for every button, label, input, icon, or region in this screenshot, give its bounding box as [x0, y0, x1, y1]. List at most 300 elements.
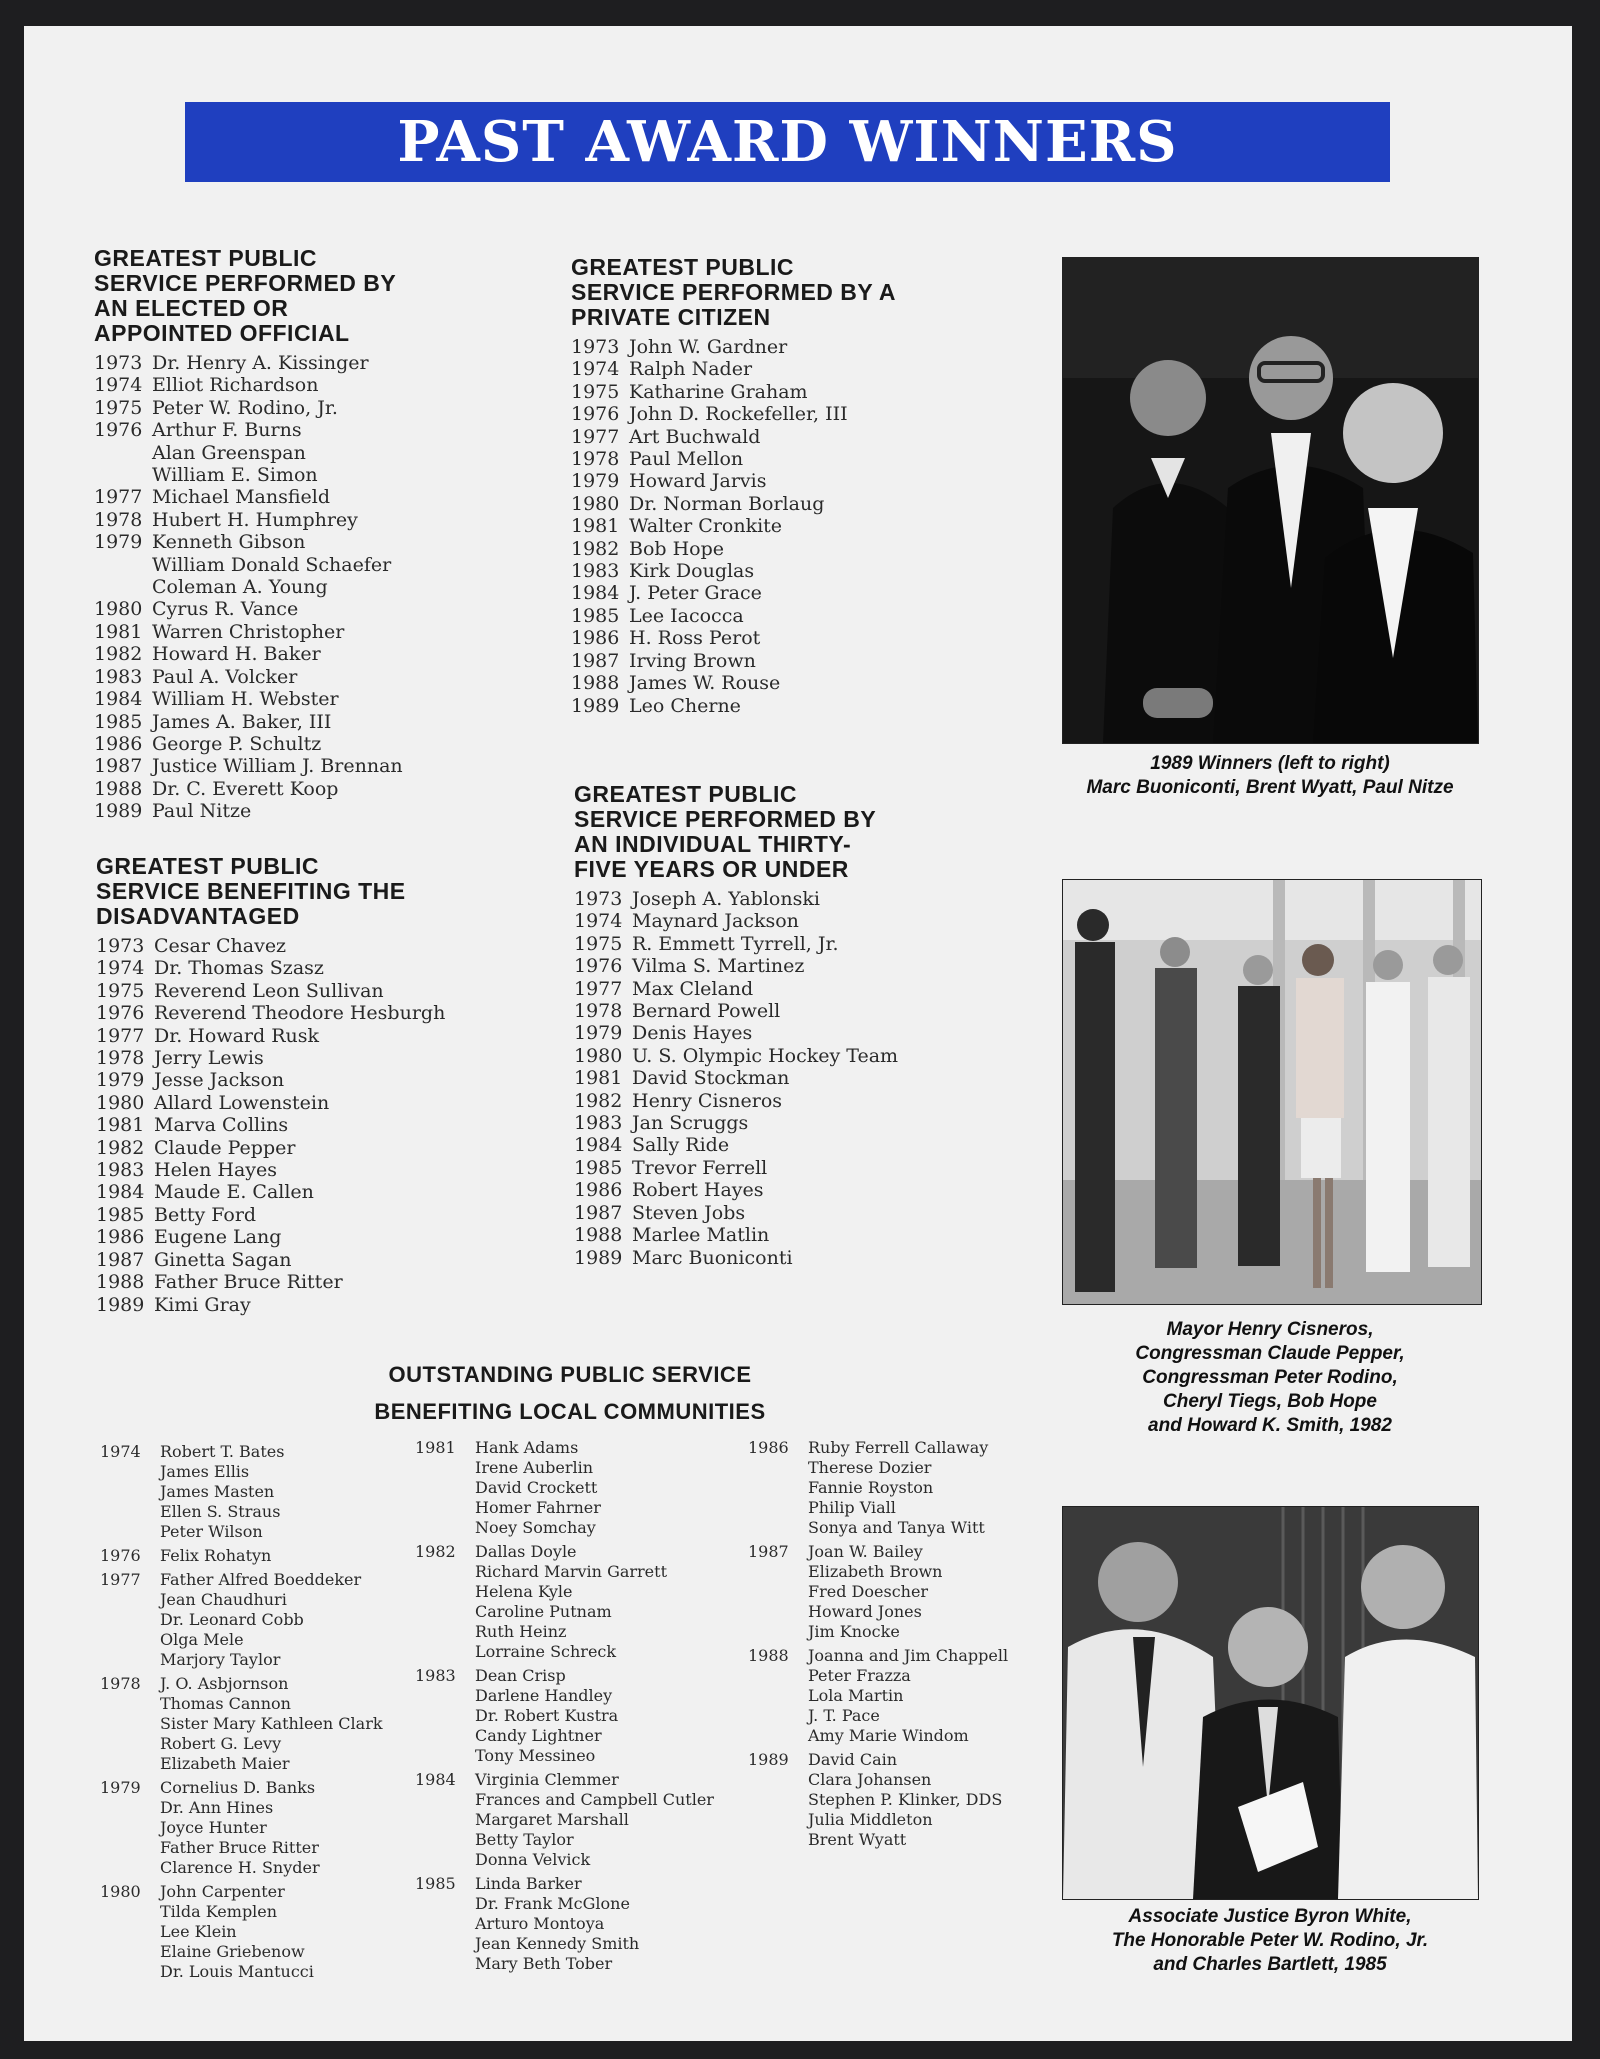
winner-year: 1975	[94, 396, 143, 419]
winner-name: Elliot Richardson	[152, 374, 319, 397]
local-winner-row	[415, 1542, 714, 1562]
winner-name: Ginetta Sagan	[154, 1248, 292, 1271]
winner-year: 1989	[94, 800, 143, 823]
winner-year: 1982	[94, 643, 143, 666]
local-winner-name: Lee Klein	[160, 1922, 237, 1941]
winner-name: Maynard Jackson	[632, 910, 799, 933]
local-winner-row	[415, 1642, 714, 1662]
local-winner-name: Dr. Leonard Cobb	[160, 1610, 304, 1629]
local-winner-row	[415, 1934, 714, 1954]
winner-row	[94, 397, 403, 419]
winner-year: 1988	[96, 1271, 145, 1294]
winner-year: 1988	[574, 1224, 623, 1247]
winner-name: J. Peter Grace	[629, 582, 762, 605]
winner-year: 1986	[574, 1179, 623, 1202]
local-winner-row	[748, 1830, 1008, 1850]
winner-year: 1987	[96, 1248, 145, 1271]
winner-name: Max Cleland	[632, 977, 754, 1000]
local-year: 1989	[748, 1750, 789, 1769]
local-year	[100, 1462, 160, 1482]
local-year	[415, 1686, 475, 1706]
local-year	[748, 1562, 808, 1582]
winner-row	[96, 1294, 445, 1316]
local-year	[415, 1498, 475, 1518]
winner-name: James A. Baker, III	[152, 710, 332, 733]
winner-year: 1989	[96, 1293, 145, 1316]
local-year	[100, 1902, 160, 1922]
local-winner-name: Donna Velvick	[475, 1850, 591, 1869]
local-winner-name: David Crockett	[475, 1478, 598, 1497]
caption-line: Congressman Claude Pepper,	[1135, 1343, 1405, 1364]
winner-row	[94, 643, 403, 665]
local-year	[100, 1922, 160, 1942]
local-winner-row	[100, 1482, 383, 1502]
winner-year: 1977	[571, 425, 620, 448]
winner-year: 1983	[94, 665, 143, 688]
local-winner-row	[100, 1570, 383, 1590]
photo-3-caption	[1040, 1905, 1500, 1977]
local-winner-row	[748, 1542, 1008, 1562]
winner-name: William H. Webster	[152, 688, 339, 711]
local-winner-name: Dr. Robert Kustra	[475, 1706, 619, 1725]
local-year	[100, 1590, 160, 1610]
local-year	[100, 1522, 160, 1542]
local-winner-row	[415, 1686, 714, 1706]
local-winner-row	[100, 1734, 383, 1754]
local-winner-row	[415, 1666, 714, 1686]
winner-row	[574, 1134, 898, 1156]
local-year	[100, 1838, 160, 1858]
winner-year	[94, 464, 152, 486]
winner-year: 1981	[96, 1114, 145, 1137]
winner-year: 1973	[574, 888, 623, 910]
winner-row	[94, 666, 403, 688]
local-winner-name: Marjory Taylor	[160, 1650, 281, 1669]
local-year: 1976	[100, 1546, 141, 1565]
local-year	[415, 1706, 475, 1726]
winner-row	[571, 627, 896, 649]
caption-line: Mayor Henry Cisneros,	[1166, 1319, 1374, 1340]
local-column-3	[748, 1438, 1008, 1854]
local-winner-row	[100, 1818, 383, 1838]
local-year	[748, 1498, 808, 1518]
local-year	[748, 1478, 808, 1498]
winner-name: Cyrus R. Vance	[152, 598, 299, 621]
winner-row	[571, 672, 896, 694]
local-winner-row	[748, 1706, 1008, 1726]
winner-name: David Stockman	[632, 1067, 790, 1090]
winner-list	[574, 888, 898, 1269]
winner-year: 1976	[94, 419, 143, 442]
local-winner-row	[100, 1902, 383, 1922]
section-disadvantaged	[96, 854, 445, 1316]
winner-name: Leo Cherne	[629, 694, 741, 717]
local-winner-name: Clarence H. Snyder	[160, 1858, 320, 1877]
winner-year	[94, 576, 152, 598]
winner-year: 1978	[571, 448, 620, 471]
local-year: 1986	[748, 1438, 789, 1457]
winner-name: Father Bruce Ritter	[154, 1271, 343, 1294]
section-private-citizen	[571, 255, 896, 717]
local-winner-row	[748, 1726, 1008, 1746]
local-winner-row	[100, 1462, 383, 1482]
local-winner-row	[415, 1478, 714, 1498]
winner-row	[96, 980, 445, 1002]
winner-row	[574, 1179, 898, 1201]
local-winner-row	[748, 1622, 1008, 1642]
local-winner-row	[748, 1686, 1008, 1706]
winner-row	[96, 1159, 445, 1181]
local-winner-name: Hank Adams	[475, 1438, 579, 1457]
local-winner-row	[748, 1810, 1008, 1830]
local-year	[100, 1482, 160, 1502]
local-year	[748, 1686, 808, 1706]
winner-row	[94, 486, 403, 508]
section-heading: GREATEST PUBLIC SERVICE PERFORMED BY A PRIVATE CITIZEN	[571, 254, 896, 330]
local-winner-row	[415, 1850, 714, 1870]
winner-name: Alan Greenspan	[152, 441, 306, 464]
winner-row	[571, 515, 896, 537]
winner-row	[94, 352, 403, 374]
local-year	[415, 1562, 475, 1582]
winner-name: William Donald Schaefer	[152, 553, 392, 576]
winner-year: 1979	[574, 1022, 623, 1045]
winner-year: 1977	[574, 977, 623, 1000]
winner-name: Maude E. Callen	[154, 1181, 314, 1204]
winner-name: Marlee Matlin	[632, 1224, 770, 1247]
title-banner	[185, 102, 1390, 182]
local-winner-name: Brent Wyatt	[808, 1830, 907, 1849]
winner-row	[571, 695, 896, 717]
photo-1982-group-image	[1063, 880, 1481, 1304]
winner-name: Dr. Howard Rusk	[154, 1024, 319, 1047]
winner-name: Arthur F. Burns	[152, 419, 302, 442]
local-winner-row	[748, 1770, 1008, 1790]
local-winner-row	[415, 1770, 714, 1790]
local-year	[415, 1934, 475, 1954]
local-winner-name: Noey Somchay	[475, 1518, 596, 1537]
local-winner-name: Betty Taylor	[475, 1830, 574, 1849]
local-winner-row	[100, 1798, 383, 1818]
winner-row	[574, 1247, 898, 1269]
section-heading: GREATEST PUBLIC SERVICE BENEFITING THE DISADVANTAGED	[96, 853, 406, 929]
winner-name: Steven Jobs	[632, 1201, 746, 1224]
winner-name: Allard Lowenstein	[154, 1091, 330, 1114]
winner-year: 1983	[571, 560, 620, 583]
local-year	[415, 1642, 475, 1662]
local-winner-name: J. T. Pace	[808, 1706, 880, 1725]
winner-year: 1979	[94, 531, 143, 554]
winner-year: 1989	[574, 1246, 623, 1269]
winner-name: Kirk Douglas	[629, 560, 755, 583]
local-winner-name: Joyce Hunter	[160, 1818, 267, 1837]
local-winner-name: Joanna and Jim Chappell	[808, 1646, 1009, 1665]
local-year: 1979	[100, 1778, 141, 1797]
winner-name: Reverend Theodore Hesburgh	[154, 1002, 446, 1025]
winner-row	[96, 1069, 445, 1091]
local-year	[415, 1790, 475, 1810]
winner-year: 1984	[94, 688, 143, 711]
winner-name: Ralph Nader	[629, 358, 753, 381]
local-winner-row	[100, 1962, 383, 1982]
winner-name: Lee Iacocca	[629, 604, 744, 627]
group-spacer	[100, 1982, 383, 1986]
local-winner-name: Richard Marvin Garrett	[475, 1562, 668, 1581]
local-winner-row	[748, 1602, 1008, 1622]
local-winner-row	[100, 1858, 383, 1878]
winner-row	[94, 733, 403, 755]
winner-year: 1973	[96, 935, 145, 957]
winner-year: 1988	[571, 672, 620, 695]
local-year	[100, 1694, 160, 1714]
winner-year: 1986	[571, 627, 620, 650]
local-winner-name: Philip Viall	[808, 1498, 896, 1517]
local-winner-row	[100, 1694, 383, 1714]
local-winner-name: Howard Jones	[808, 1602, 922, 1621]
winner-year: 1980	[96, 1091, 145, 1114]
local-year	[100, 1818, 160, 1838]
local-year	[415, 1478, 475, 1498]
winner-row	[96, 957, 445, 979]
winner-row	[571, 493, 896, 515]
winner-row	[94, 419, 403, 441]
local-winner-name: Jim Knocke	[808, 1622, 900, 1641]
local-winner-row	[415, 1562, 714, 1582]
winner-row	[574, 1202, 898, 1224]
local-communities-heading	[300, 1356, 840, 1430]
local-winner-name: Dean Crisp	[475, 1666, 566, 1685]
photo-1982-group	[1062, 879, 1482, 1305]
winner-year: 1984	[96, 1181, 145, 1204]
winner-row	[571, 538, 896, 560]
local-winner-name: Ellen S. Straus	[160, 1502, 281, 1521]
local-year	[748, 1790, 808, 1810]
local-year	[415, 1850, 475, 1870]
winner-year: 1985	[94, 710, 143, 733]
winner-name: John D. Rockefeller, III	[629, 403, 848, 426]
local-year	[100, 1502, 160, 1522]
local-winner-name: Margaret Marshall	[475, 1810, 629, 1829]
winner-name: Dr. Henry A. Kissinger	[152, 352, 369, 374]
winner-list	[96, 935, 445, 1316]
local-winner-row	[415, 1438, 714, 1458]
winner-name: Kimi Gray	[154, 1293, 251, 1316]
local-winner-name: Stephen P. Klinker, DDS	[808, 1790, 1003, 1809]
winner-name: Art Buchwald	[629, 425, 761, 448]
local-year	[100, 1858, 160, 1878]
winner-name: Reverend Leon Sullivan	[154, 979, 384, 1002]
winner-row	[571, 560, 896, 582]
local-winner-name: Robert T. Bates	[160, 1442, 285, 1461]
winner-row	[94, 374, 403, 396]
winner-name: Cesar Chavez	[154, 935, 287, 957]
winner-name: Betty Ford	[154, 1203, 257, 1226]
local-winner-row	[748, 1518, 1008, 1538]
winner-row	[571, 381, 896, 403]
local-winner-row	[415, 1518, 714, 1538]
local-winner-row	[100, 1522, 383, 1542]
winner-row	[94, 442, 403, 464]
local-year	[100, 1942, 160, 1962]
winner-year: 1982	[571, 537, 620, 560]
winner-name: Sally Ride	[632, 1134, 730, 1157]
winner-row	[574, 1112, 898, 1134]
winner-name: John W. Gardner	[629, 336, 788, 358]
local-winner-name: Amy Marie Windom	[808, 1726, 969, 1745]
winner-name: Coleman A. Young	[152, 576, 328, 599]
winner-year: 1986	[96, 1226, 145, 1249]
winner-year: 1977	[96, 1024, 145, 1047]
winner-row	[94, 711, 403, 733]
winner-row	[96, 1114, 445, 1136]
winner-year: 1976	[571, 403, 620, 426]
winner-row	[574, 1157, 898, 1179]
winner-row	[96, 1226, 445, 1248]
local-winner-name: Frances and Campbell Cutler	[475, 1790, 714, 1809]
winner-year: 1980	[574, 1044, 623, 1067]
winner-row	[94, 576, 403, 598]
winner-name: Eugene Lang	[154, 1226, 282, 1249]
local-year	[100, 1650, 160, 1670]
local-winner-row	[415, 1830, 714, 1850]
caption-line: The Honorable Peter W. Rodino, Jr.	[1111, 1930, 1429, 1951]
winner-row	[94, 598, 403, 620]
local-winner-row	[100, 1650, 383, 1670]
section-thirty-five-or-under	[574, 782, 898, 1269]
winner-name: Peter W. Rodino, Jr.	[152, 396, 338, 419]
winner-row	[96, 1249, 445, 1271]
winner-row	[574, 1224, 898, 1246]
photo-1985-group	[1062, 1506, 1479, 1900]
winner-year: 1980	[94, 598, 143, 621]
local-year	[748, 1666, 808, 1686]
caption-line: and Charles Bartlett, 1985	[1153, 1954, 1387, 1975]
winner-year: 1978	[96, 1047, 145, 1070]
winner-year: 1985	[571, 604, 620, 627]
winner-name: George P. Schultz	[152, 732, 322, 755]
winner-row	[96, 1204, 445, 1226]
local-year	[415, 1622, 475, 1642]
local-winner-name: Irene Auberlin	[475, 1458, 594, 1477]
winner-year: 1978	[94, 508, 143, 531]
winner-year: 1987	[574, 1201, 623, 1224]
winner-name: Paul Mellon	[629, 448, 744, 471]
local-year	[100, 1962, 160, 1982]
local-winner-name: Lola Martin	[808, 1686, 904, 1705]
local-winner-name: Joan W. Bailey	[808, 1542, 923, 1561]
winner-name: Michael Mansfield	[152, 486, 331, 509]
winner-name: Katharine Graham	[629, 380, 808, 403]
local-year: 1981	[415, 1438, 456, 1457]
winner-name: Marva Collins	[154, 1114, 289, 1137]
local-year	[415, 1830, 475, 1850]
winner-row	[571, 336, 896, 358]
local-winner-row	[100, 1778, 383, 1798]
winner-row	[571, 650, 896, 672]
local-winner-name: Candy Lightner	[475, 1726, 602, 1745]
winner-name: James W. Rouse	[629, 672, 781, 695]
group-spacer	[415, 1974, 714, 1978]
local-winner-name: Caroline Putnam	[475, 1602, 612, 1621]
group-spacer	[748, 1850, 1008, 1854]
photo-1989-winners	[1062, 257, 1479, 744]
local-heading-line: BENEFITING LOCAL COMMUNITIES	[374, 1399, 766, 1424]
winner-name: Dr. Norman Borlaug	[629, 492, 825, 515]
winner-name: Warren Christopher	[152, 620, 345, 643]
winner-name: Henry Cisneros	[632, 1089, 783, 1112]
local-winner-name: Sister Mary Kathleen Clark	[160, 1714, 383, 1733]
winner-row	[574, 1067, 898, 1089]
winner-name: Trevor Ferrell	[632, 1156, 768, 1179]
local-winner-name: Helena Kyle	[475, 1582, 573, 1601]
winner-year: 1983	[96, 1159, 145, 1182]
winner-row	[96, 1025, 445, 1047]
local-winner-row	[100, 1590, 383, 1610]
local-winner-row	[748, 1498, 1008, 1518]
local-winner-name: Darlene Handley	[475, 1686, 613, 1705]
winner-row	[96, 1137, 445, 1159]
local-winner-name: Dr. Frank McGlone	[475, 1894, 630, 1913]
winner-year: 1973	[94, 352, 143, 374]
local-year	[748, 1458, 808, 1478]
winner-name: Justice William J. Brennan	[152, 755, 403, 778]
winner-name: Hubert H. Humphrey	[152, 508, 358, 531]
winner-row	[574, 978, 898, 1000]
local-winner-name: Homer Fahrner	[475, 1498, 601, 1517]
caption-line: and Howard K. Smith, 1982	[1148, 1415, 1392, 1436]
winner-year: 1977	[94, 486, 143, 509]
winner-name: Joseph A. Yablonski	[632, 888, 820, 910]
winner-year: 1983	[574, 1112, 623, 1135]
local-winner-name: Olga Mele	[160, 1630, 244, 1649]
winner-row	[571, 426, 896, 448]
local-winner-name: Fannie Royston	[808, 1478, 934, 1497]
local-year	[415, 1582, 475, 1602]
local-winner-name: Peter Wilson	[160, 1522, 263, 1541]
winner-row	[571, 470, 896, 492]
winner-name: Denis Hayes	[632, 1022, 753, 1045]
winner-year: 1978	[574, 1000, 623, 1023]
winner-year: 1976	[574, 955, 623, 978]
winner-row	[96, 1271, 445, 1293]
winner-year: 1982	[574, 1089, 623, 1112]
local-winner-name: Tony Messineo	[475, 1746, 596, 1765]
local-year	[415, 1894, 475, 1914]
local-year: 1982	[415, 1542, 456, 1561]
local-winner-row	[415, 1622, 714, 1642]
local-winner-name: Therese Dozier	[808, 1458, 932, 1477]
local-year: 1980	[100, 1882, 141, 1901]
local-year	[100, 1798, 160, 1818]
local-winner-name: Cornelius D. Banks	[160, 1778, 316, 1797]
winner-row	[96, 935, 445, 957]
winner-row	[574, 933, 898, 955]
winner-row	[574, 1022, 898, 1044]
local-winner-name: Jean Chaudhuri	[160, 1590, 287, 1609]
caption-line: 1989 Winners (left to right)	[1150, 753, 1390, 774]
local-year	[748, 1706, 808, 1726]
local-winner-name: J. O. Asbjornson	[160, 1674, 289, 1693]
local-winner-row	[100, 1442, 383, 1462]
winner-year: 1974	[571, 358, 620, 381]
winner-row	[94, 509, 403, 531]
winner-name: Claude Pepper	[154, 1136, 296, 1159]
local-year: 1978	[100, 1674, 141, 1693]
winner-row	[96, 1002, 445, 1024]
local-year	[748, 1622, 808, 1642]
local-year: 1988	[748, 1646, 789, 1665]
local-column-1	[100, 1442, 383, 1986]
